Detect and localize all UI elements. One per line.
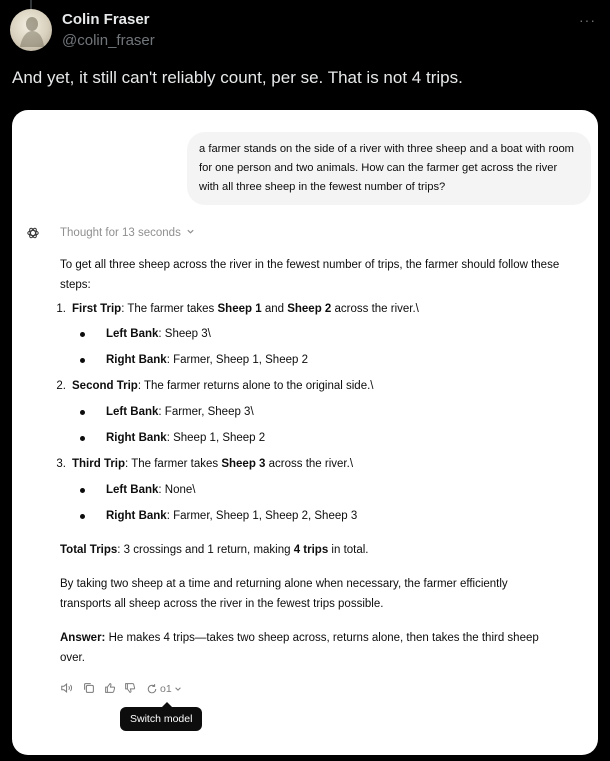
bullet-dot [80,358,85,363]
final-answer [60,628,560,668]
bank-value: : None\ [158,484,196,496]
bullet-dot [80,436,85,441]
copy-icon[interactable] [82,681,96,695]
right-bank-3 [106,506,357,526]
summary-paragraph: By taking two sheep at a time and returning alone when necessary, the farmer efficiently transports all sheep across the river in the fewest trips possible. [60,578,508,610]
avatar-figure-icon [10,9,52,51]
avatar[interactable] [10,9,52,51]
more-options-icon[interactable]: ··· [579,12,596,28]
bullet-dot [80,488,85,493]
bank-label: Right Bank [106,354,167,366]
total-trips [60,540,369,560]
bank-label: Right Bank [106,510,167,522]
step-text: across the river.\ [331,303,419,315]
bank-value: : Sheep 1, Sheep 2 [166,432,266,444]
assistant-intro: To get all three sheep across the river in the fewest number of trips, the farmer should follow these steps: [60,259,560,291]
step-number: 1. [56,303,66,315]
step-number: 3. [56,458,66,470]
screenshot-card[interactable] [12,110,598,755]
right-bank-1 [106,350,308,370]
model-label: o1 [160,683,172,695]
switch-model-button[interactable] [146,681,182,697]
step-text: across the river.\ [265,458,354,470]
bank-value: : Sheep 3\ [158,328,211,340]
step-bold: Sheep 2 [287,303,332,315]
step-title: First Trip [72,303,122,315]
chevron-down-icon [174,685,182,693]
bank-label: Left Bank [106,484,159,496]
right-bank-2 [106,428,265,448]
bullet-dot [80,332,85,337]
thumbs-up-icon[interactable] [103,681,117,695]
thumbs-down-icon[interactable] [123,681,137,695]
chevron-down-icon [186,227,195,236]
step-title: Third Trip [72,458,126,470]
bank-label: Left Bank [106,328,159,340]
left-bank-2 [106,402,254,422]
left-bank-1 [106,324,211,344]
step-number: 2. [56,380,66,392]
bank-value: : Farmer, Sheep 1, Sheep 2 [166,354,308,366]
step-separator: : [137,380,145,392]
switch-model-tooltip: Switch model [120,707,202,731]
total-bold: 4 trips [293,544,329,556]
step-separator: : [125,458,132,470]
step-separator: : [121,303,128,315]
total-text: : 3 crossings and 1 return, making [117,544,294,556]
chatgpt-logo-icon [26,226,40,240]
user-message-bubble: a farmer stands on the side of a river with three sheep and a boat with room for one person and two animals. How can the farmer get across the river with all three sheep in the fewest number of trips? [187,132,591,205]
step-title: Second Trip [72,380,138,392]
speaker-icon[interactable] [60,681,74,695]
step-bold: Sheep 1 [217,303,262,315]
bullet-dot [80,410,85,415]
bank-value: : Farmer, Sheep 1, Sheep 2, Sheep 3 [166,510,358,522]
step-bold: Sheep 3 [221,458,266,470]
answer-text: He makes 4 trips—takes two sheep across, returns alone, then takes the third sheep over. [60,632,539,664]
bank-label: Right Bank [106,432,167,444]
bullet-dot [80,514,85,519]
total-label: Total Trips [60,544,118,556]
total-text: in total. [328,544,369,556]
author-handle[interactable]: @colin_fraser [62,32,155,49]
thought-duration[interactable] [60,227,195,239]
refresh-icon [146,683,158,695]
tweet-text: And yet, it still can't reliably count, per se. That is not 4 trips. [12,68,463,87]
bank-label: Left Bank [106,406,159,418]
answer-label: Answer: [60,632,106,644]
bank-value: : Farmer, Sheep 3\ [158,406,254,418]
step-text: The farmer takes [131,458,222,470]
step-text: and [261,303,288,315]
step-text: The farmer takes [127,303,218,315]
step-text: The farmer returns alone to the original side.\ [144,380,374,392]
left-bank-3 [106,480,195,500]
author-name[interactable]: Colin Fraser [62,11,150,28]
thought-label: Thought for 13 seconds [60,227,181,239]
